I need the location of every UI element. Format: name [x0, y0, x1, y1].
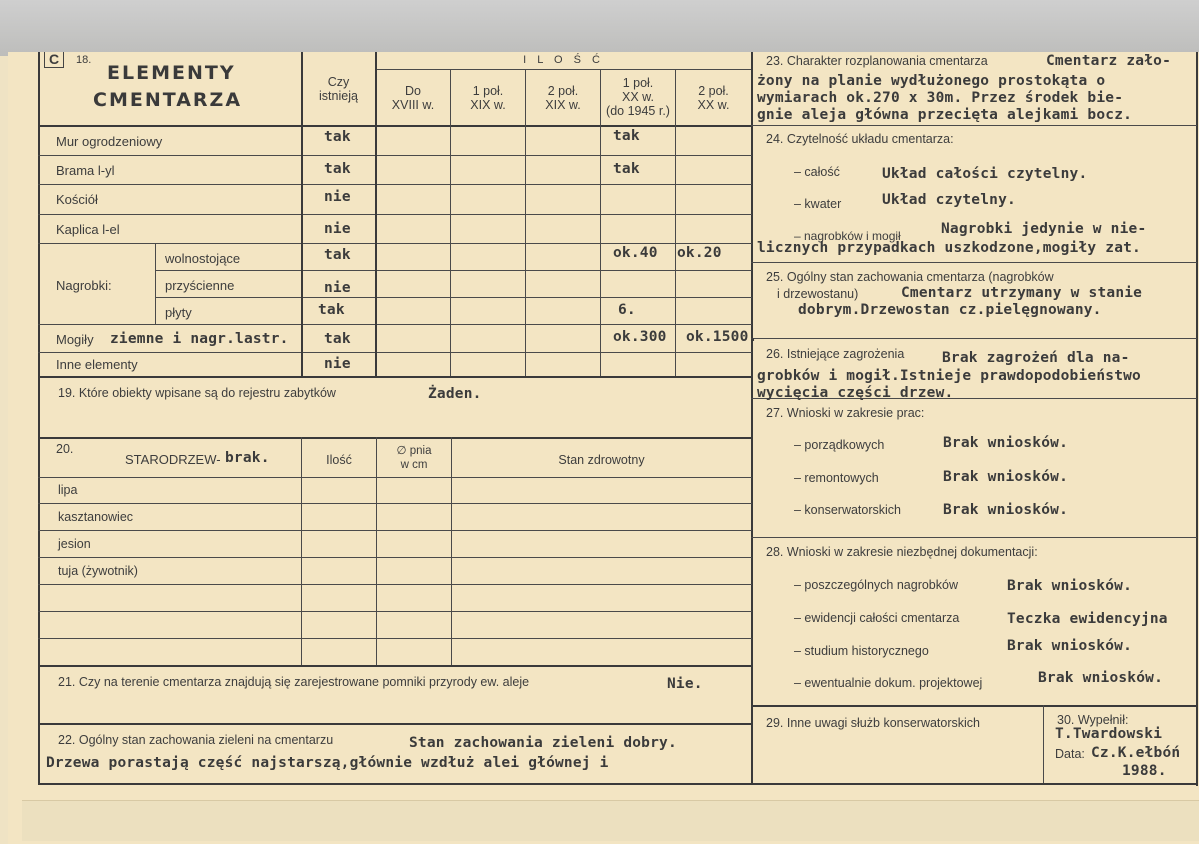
row-label-kaplica: Kaplica l-el	[56, 222, 120, 237]
header-col4: 1 poł. XX w. (do 1945 r.)	[606, 76, 670, 118]
header-col5: 2 poł. XX w.	[697, 84, 730, 112]
q28-nagrobkow-label: – poszczególnych nagrobków	[794, 578, 958, 592]
q20-typed: brak.	[225, 450, 270, 466]
q21-label: 21. Czy na terenie cmentarza znajdują się zarejestrowane pomniki przyrody ew. aleje	[58, 675, 530, 689]
exists-kosciol: nie	[324, 189, 351, 205]
tree-row-jesion: jesion	[58, 537, 91, 551]
q30-year: 1988.	[1122, 763, 1167, 779]
qty-brama-c4: tak	[613, 161, 640, 177]
q30-data-place: Cz.K.ełbóń	[1091, 745, 1181, 761]
q24-nagr-label: – nagrobków i mogił	[794, 229, 901, 243]
q27-konserwatorskich-label: – konserwatorskich	[794, 503, 901, 517]
q30-data-label: Data:	[1055, 747, 1085, 761]
q24-calosc-label: – całość	[794, 165, 840, 179]
q19-label: 19. Które obiekty wpisane są do rejestru zabytków	[58, 386, 336, 400]
q25-answer1: Cmentarz utrzymany w stanie	[901, 285, 1143, 301]
header-col2: 1 poł. XIX w.	[470, 84, 506, 112]
q28-studium-answer: Brak wniosków.	[1007, 638, 1133, 654]
q30-label: 30. Wypełnił:	[1057, 713, 1129, 727]
q26-answer1: Brak zagrożeń dla na-	[942, 350, 1130, 366]
q22-line2: Drzewa porastają część najstarszą,głównie wzdłuż alei głównej i	[46, 755, 609, 771]
q28-ewidencji-answer: Teczka ewidencyjna	[1007, 611, 1168, 627]
row-label-mur: Mur ogrodzeniowy	[56, 134, 163, 149]
q20-col-ilosc: Ilość	[326, 453, 352, 467]
section-number: 18.	[76, 54, 92, 66]
row-label-przyscienne: przyścienne	[165, 278, 235, 293]
q24-kwater-answer: Układ czytelny.	[882, 192, 1016, 208]
exists-mogily: tak	[324, 331, 351, 347]
exists-przyscienne: nie	[324, 280, 351, 296]
tree-row-lipa: lipa	[58, 483, 78, 497]
header-exists: Czy istnieją	[319, 75, 358, 103]
q28-projektowej-answer: Brak wniosków.	[1038, 670, 1164, 686]
q27-porzadkowych-answer: Brak wniosków.	[943, 435, 1069, 451]
q27-konserwatorskich-answer: Brak wniosków.	[943, 502, 1069, 518]
q23-label: 23. Charakter rozplanowania cmentarza	[766, 54, 988, 68]
exists-wolnostojace: tak	[324, 247, 351, 263]
row-label-plyty: płyty	[165, 305, 192, 320]
exists-brama: tak	[324, 161, 351, 177]
q19-answer: Żaden.	[428, 386, 482, 402]
row-label-mogily: Mogiły	[56, 332, 94, 347]
q27-label: 27. Wnioski w zakresie prac:	[766, 406, 925, 420]
q27-porzadkowych-label: – porządkowych	[794, 438, 885, 452]
q27-remontowych-label: – remontowych	[794, 471, 879, 485]
q24-nagr-answer2: licznych przypadkach uszkodzone,mogiły zat.	[757, 240, 1141, 256]
q23-line4: gnie aleja główna przecięta alejkami bocz.	[757, 107, 1133, 123]
q28-label: 28. Wnioski w zakresie niezbędnej dokumentacji:	[766, 545, 1038, 559]
q23-line3: wymiarach ok.270 x 30m. Przez środek bie-	[757, 90, 1124, 106]
header-ilosc: I L O Ś Ć	[523, 54, 604, 66]
card-underlay	[22, 800, 1199, 841]
header-col1: Do XVIII w.	[391, 84, 435, 112]
q25-label1: 25. Ogólny stan zachowania cmentarza (nagrobków	[766, 270, 1054, 284]
exists-mur: tak	[324, 129, 351, 145]
page-title-line2: CMENTARZA	[93, 89, 243, 111]
q26-answer2: grobków i mogił.Istnieje prawdopodobieństwo	[757, 368, 1141, 384]
tree-row-tuja: tuja (żywotnik)	[58, 564, 138, 578]
exists-kaplica: nie	[324, 221, 351, 237]
qty-plyty-c4: 6.	[618, 302, 636, 318]
q26-answer3: wycięcia części drzew.	[757, 385, 954, 401]
q21-answer: Nie.	[667, 676, 703, 692]
nagrobki-label: Nagrobki:	[56, 278, 112, 293]
q23-line1: Cmentarz zało-	[1046, 53, 1172, 69]
q20-number: 20.	[56, 442, 74, 456]
q28-nagrobkow-answer: Brak wniosków.	[1007, 578, 1133, 594]
q20-label: STARODRZEW-	[125, 452, 221, 467]
q30-name: T.Twardowski	[1055, 726, 1163, 742]
qty-mur-c4: tak	[613, 128, 640, 144]
q28-ewidencji-label: – ewidencji całości cmentarza	[794, 611, 960, 625]
q28-projektowej-label: – ewentualnie dokum. projektowej	[794, 676, 983, 690]
row-label-inne: Inne elementy	[56, 357, 138, 372]
q25-answer2: dobrym.Drzewostan cz.pielęgnowany.	[798, 302, 1102, 318]
q28-studium-label: – studium historycznego	[794, 644, 929, 658]
q29-label: 29. Inne uwagi służb konserwatorskich	[766, 716, 981, 730]
q25-label2: i drzewostanu)	[777, 287, 859, 301]
tree-row-kasztanowiec: kasztanowiec	[58, 510, 134, 524]
q23-line2: żony na planie wydłużonego prostokąta o	[757, 73, 1106, 89]
qty-wolnostojace-c5: ok.20	[677, 245, 722, 261]
row-label-kosciol: Kościół	[56, 192, 98, 207]
q20-col-stan: Stan zdrowotny	[558, 453, 645, 467]
q24-kwater-label: – kwater	[794, 197, 842, 211]
q24-nagr-answer1: Nagrobki jedynie w nie-	[941, 221, 1147, 237]
corner-mark: C	[44, 52, 64, 68]
q22-label: 22. Ogólny stan zachowania zieleni na cmentarzu	[58, 733, 334, 747]
row-label-wolnostojace: wolnostojące	[165, 251, 241, 266]
q27-remontowych-answer: Brak wniosków.	[943, 469, 1069, 485]
mogily-typed: ziemne i nagr.lastr.	[110, 331, 289, 347]
qty-mogily-c4: ok.300	[613, 329, 667, 345]
qty-wolnostojace-c4: ok.40	[613, 245, 658, 261]
q26-label: 26. Istniejące zagrożenia	[766, 347, 905, 361]
scan-top-strip	[0, 0, 1199, 56]
q22-line1: Stan zachowania zieleni dobry.	[409, 735, 677, 751]
header-col3: 2 poł. XIX w.	[545, 84, 581, 112]
q20-col-pnia: ∅ pnia w cm	[396, 445, 432, 471]
exists-plyty: tak	[318, 302, 345, 318]
q24-label: 24. Czytelność układu cmentarza:	[766, 132, 954, 146]
q24-calosc-answer: Układ całości czytelny.	[882, 166, 1088, 182]
page-title-line1: ELEMENTY	[107, 62, 236, 84]
exists-inne: nie	[324, 356, 351, 372]
row-label-brama: Brama l-yl	[56, 163, 115, 178]
qty-mogily-c5: ok.1500.	[686, 329, 758, 345]
